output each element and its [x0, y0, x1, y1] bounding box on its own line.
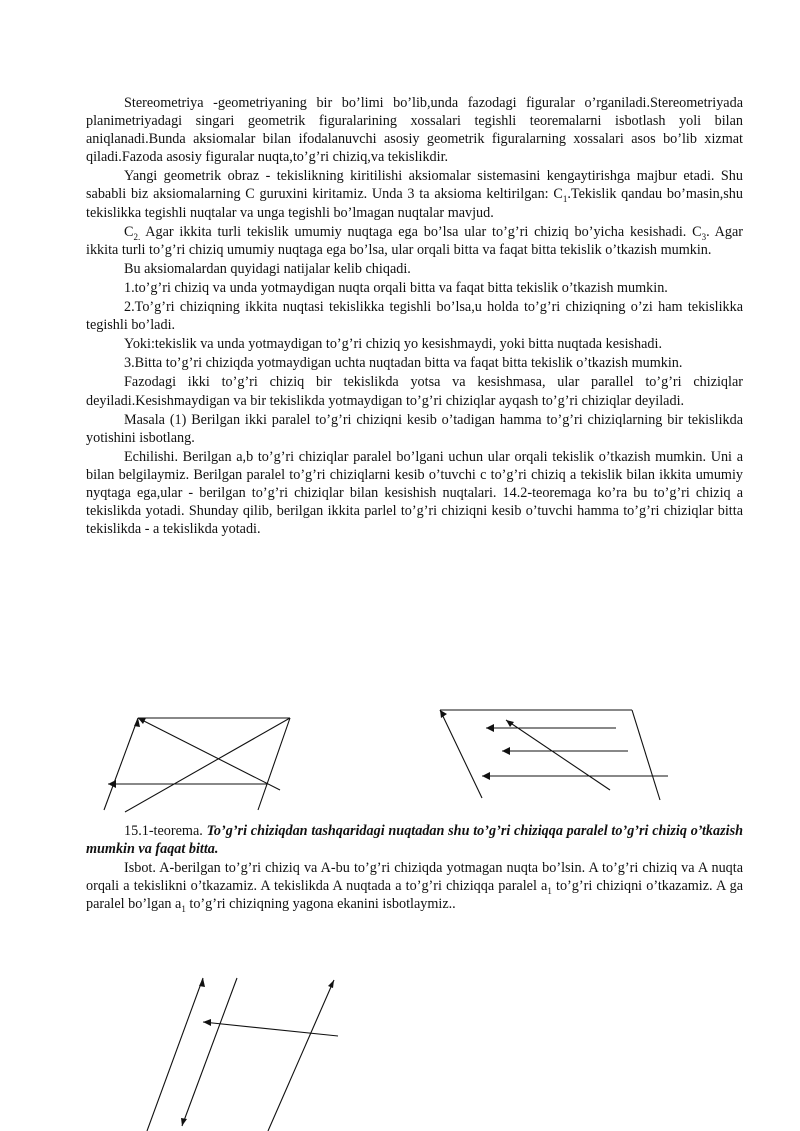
- theorem-statement: To’g’ri chiziqdan tashqaridagi nuqtadan shu to’g’ri chiziqqa paralel to’g’ri chiziq o’tkazish mumkin va faqat bitta.: [86, 823, 743, 858]
- proof-subscript-1: 1: [547, 886, 552, 897]
- figure3-arrow-right: [328, 980, 334, 988]
- document-body: [86, 94, 743, 539]
- figure1-lines: [104, 718, 290, 812]
- figure1-arrow-cross: [138, 718, 146, 724]
- paragraph-problem: Masala (1) Berilgan ikki paralel to’g’ri chiziqni kesib o’tadigan hamma to’g’ri chiziqlarning bir tekislikda yotishini isbotlang.: [86, 411, 743, 446]
- paragraph-axiom-c2-c3: [86, 223, 743, 259]
- axiom-c2-letter: C: [124, 223, 134, 240]
- paragraph-consequence-3: 3.Bitta to’g’ri chiziqda yotmaydigan uchta nuqtadan bitta va faqat bitta tekislik o’tkazish mumkin.: [124, 355, 683, 372]
- figure2-arrow-3: [482, 772, 490, 780]
- paragraph-consequence-2: 2.To’g’ri chiziqning ikkita nuqtasi tekislikka tegishli bo’lsa,u holda to’g’ri chiziqning o’zi ham tekislikka tegishli bo’ladi.: [86, 299, 743, 334]
- paragraph-proof: [86, 859, 743, 913]
- figure3-arrow-top: [199, 978, 205, 987]
- paragraph-consequences-intro: Bu aksiomalardan quyidagi natijalar kelib chiqadi.: [124, 260, 411, 277]
- figure2-lines: [440, 710, 668, 800]
- paragraph-parallel-definition: Fazodagi ikki to’g’ri chiziq bir tekislikda yotsa va kesishmasa, ular parallel to’g’ri chiziqlar deyiladi.Kesishmaydigan va bir tekislikda yotmaydigan to’g’ri chiziqlar ayqash to’g’ri chiziqlar deyiladi.: [86, 374, 743, 409]
- axiom-c1-subscript: 1: [562, 194, 568, 205]
- axiom-c2-text: Agar ikkita turli tekislik umumiy nuqtaga ega bo’lsa ular to’g’ri chiziq bo’yicha kesishadi. C: [140, 223, 702, 240]
- figure2-arrow-2: [502, 747, 510, 755]
- theorem-label: 15.1-teorema.: [124, 823, 207, 839]
- paragraph-consequence-alt: Yoki:tekislik va unda yotmaydigan to’g’ri chiziq yo kesishmaydi, yoki bitta nuqtada kesishadi.: [124, 336, 663, 353]
- axiom-c1-text-a: Yangi geometrik obraz - tekislikning kiritilishi aksiomalar sistemasini kengaytirishga majbur etadi. Shu sababli biz aksiomalarning C guruxini kiritamiz. Unda 3 ta aksioma keltirilgan: C: [86, 168, 743, 203]
- figure1-arrow-top: [134, 718, 140, 727]
- axiom-c3-text: . Agar ikkita turli to’g’ri chiziq umumiy nuqtaga ega bo’lsa, ular orqali bitta va faqat bitta tekislik o’tkazish mumkin.: [86, 223, 743, 258]
- figure1-arrow-left: [108, 780, 116, 788]
- theorem-paragraph: [86, 822, 743, 858]
- figure3-arrow-bottom: [181, 1118, 187, 1126]
- figure2-arrow-diag: [506, 720, 514, 727]
- figure2-arrow-corner: [440, 710, 447, 718]
- axiom-c3-subscript: 3: [701, 231, 707, 242]
- paragraph-intro: Stereometriya -geometriyaning bir bo’limi bo’lib,unda fazodagi figuralar o’rganiladi.Stereometriyada planimetriyadagi singari geometrik figuralarining xossalari tegishli teoremalarni isbotlash yoli bilan aniqlanadi.Bunda aksiomalar bilan ifodalanuvchi asosiy geometrik figuralarning xossalari asos bo’lib xizmat qiladi.Fazoda asosiy figuralar nuqta,to’g’ri chiziq,va tekislikdir.: [86, 95, 743, 166]
- proof-text-a: Isbot. A-berilgan to’g’ri chiziq va A-bu to’g’ri chiziqda yotmagan nuqta bo’lsin. A to’g’ri chiziq va A nuqta orqali a tekislikni o’tkazamiz. A tekislikda A nuqtada a to’g’ri chiziqqa paralel a: [86, 860, 743, 895]
- proof-subscript-2: 1: [181, 904, 186, 915]
- figure2-arrow-1: [486, 724, 494, 732]
- paragraph-axiom-c1: [86, 167, 743, 221]
- axiom-c2-subscript: 2.: [133, 231, 141, 242]
- axiom-c1-text-b: .Tekislik qandau bo’masin,shu tekislikka tegishli nuqtalar va unga tegishli bo’lmagan nuqtalar mavjud.: [86, 186, 743, 221]
- figure3-lines: [147, 978, 338, 1131]
- paragraph-consequence-1: 1.to’g’ri chiziq va unda yotmaydigan nuqta orqali bitta va faqat bitta tekislik o’tkazish mumkin.: [124, 279, 668, 296]
- theorem-section: [86, 822, 743, 914]
- figure3-arrow-transversal: [203, 1019, 211, 1026]
- proof-text-b: to’g’ri chiziqni o’tkazamiz. A ga paralel bo’lgan a: [86, 878, 743, 913]
- paragraph-solution: Echilishi. Berilgan a,b to’g’ri chiziqlar paralel bo’lgani uchun ular orqali tekislik o’tkazish mumkin. Uni a bilan belgilaymiz. Berilgan paralel to’g’ri chiziqlarni kesib o’tuvchi c to’g’ri chiziq a tekislik bilan ikkita umumiy nyqtaga ega,ular - berilgan to’g’ri chiziqlar bilan kesishish nuqtalari. 14.2-teoremaga ko’ra bu to’g’ri chiziq a tekislikda yotadi. Shunday qilib, berilgan ikkita parlel to’g’ri chiziqni kesib o’tuvchi hamma to’g’ri chiziqlar bitta tekislikda - a tekislikda yotadi.: [86, 448, 743, 538]
- proof-text-c: to’g’ri chiziqning yagona ekanini isbotlaymiz..: [185, 896, 456, 913]
